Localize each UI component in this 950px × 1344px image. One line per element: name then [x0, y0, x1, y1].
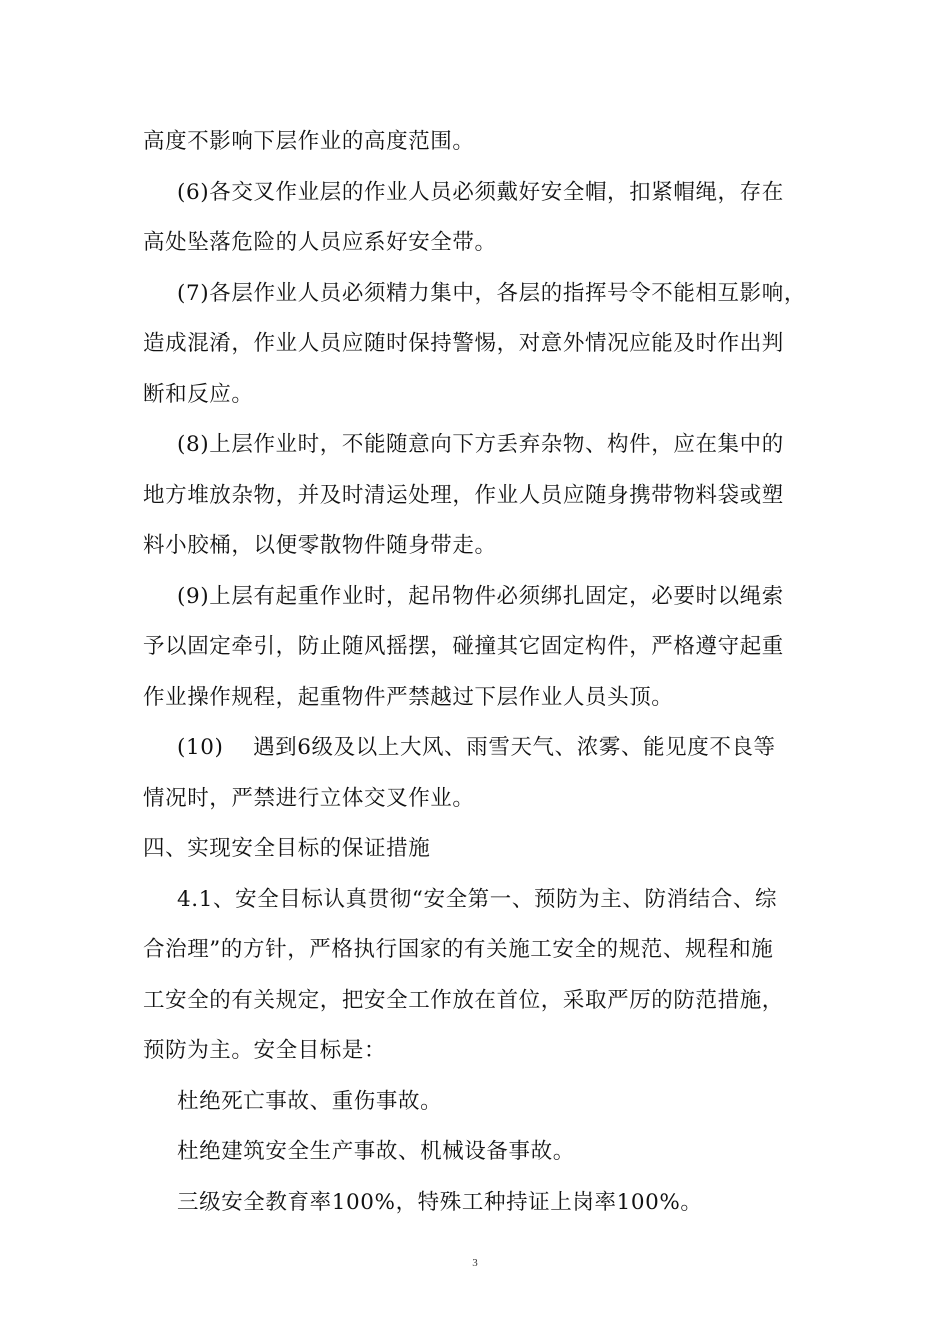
text-line: (8)上层作业时，不能随意向下方丢弃杂物、构件，应在集中的 — [177, 432, 784, 457]
text-line: 作业操作规程，起重物件严禁越过下层作业人员头顶。 — [143, 684, 674, 710]
text-line: 杜绝建筑安全生产事故、机械设备事故。 — [177, 1139, 575, 1164]
text-line: 预防为主。安全目标是： — [143, 1038, 387, 1063]
text-line: (7)各层作业人员必须精力集中，各层的指挥号令不能相互影响， — [177, 280, 806, 306]
text-line: 高处坠落危险的人员应系好安全带。 — [143, 230, 497, 255]
text-line: 三级安全教育率100%，特殊工种持证上岗率100%。 — [177, 1189, 703, 1215]
text-line: 断和反应。 — [143, 381, 254, 407]
text-line: 料小胶桶，以便零散物件随身带走。 — [143, 533, 497, 558]
text-line: 情况时，严禁进行立体交叉作业。 — [143, 785, 475, 811]
text-line: 4.1、安全目标认真贯彻“安全第一、预防为主、防消结合、综 — [177, 886, 778, 912]
text-line: 地方堆放杂物，并及时清运处理，作业人员应随身携带物料袋或塑 — [143, 482, 784, 508]
text-line: 高度不影响下层作业的高度范围。 — [143, 129, 475, 154]
text-line: (9)上层有起重作业时，起吊物件必须绑扎固定，必要时以绳索 — [177, 583, 784, 609]
text-line: 合治理”的方针，严格执行国家的有关施工安全的规范、规程和施 — [143, 937, 774, 962]
text-line: 工安全的有关规定，把安全工作放在首位，采取严厉的防范措施， — [143, 987, 784, 1013]
text-line: 杜绝死亡事故、重伤事故。 — [177, 1088, 443, 1114]
page-number: 3 — [472, 1257, 478, 1269]
text-line: 予以固定牵引，防止随风摇摆，碰撞其它固定构件，严格遵守起重 — [143, 634, 784, 659]
text-line: 造成混淆，作业人员应随时保持警惕，对意外情况应能及时作出判 — [143, 331, 784, 356]
document-body — [143, 122, 815, 1233]
section-heading: 四、实现安全目标的保证措施 — [143, 836, 431, 861]
text-line: (10) 遇到6级及以上大风、雨雪天气、浓雾、能见度不良等 — [177, 735, 776, 760]
text-line: (6)各交叉作业层的作业人员必须戴好安全帽，扣紧帽绳，存在 — [177, 179, 784, 205]
